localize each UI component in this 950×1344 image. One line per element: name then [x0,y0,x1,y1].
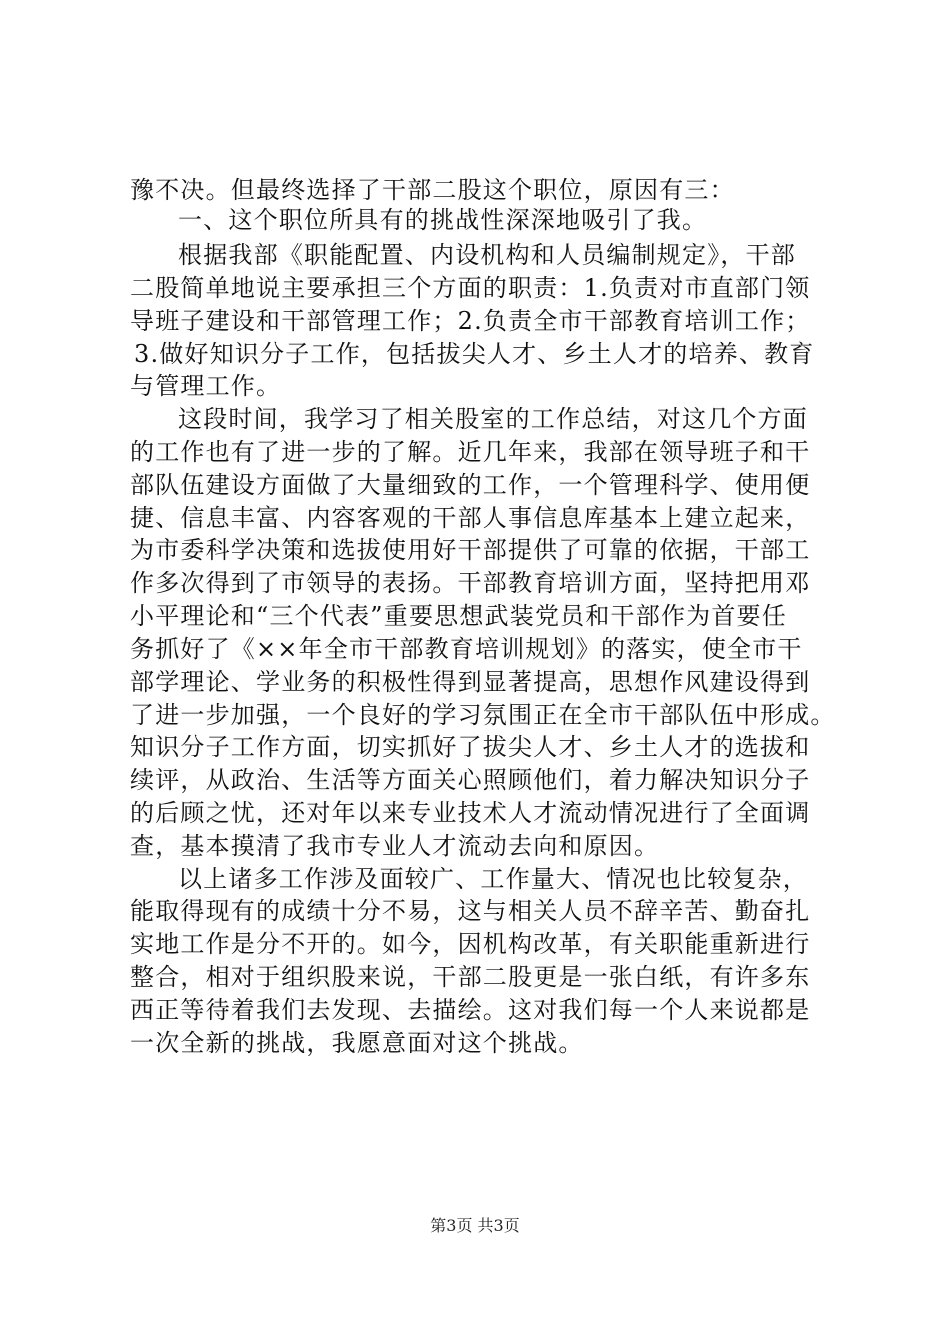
text-line: 3.做好知识分子工作，包括拔尖人才、乡土人才的培养、教育 [134,340,815,368]
text-line: 豫不决。但最终选择了干部二股这个职位，原因有三： [130,176,735,204]
text-line: 部学理论、学业务的积极性得到显著提高，思想作风建设得到 [130,668,811,696]
text-line: 捷、信息丰富、内容客观的干部人事信息库基本上建立起来， [130,504,811,532]
text-line: 小平理论和“三个代表”重要思想武装党员和干部作为首要任 [130,602,787,630]
text-line: 二股简单地说主要承担三个方面的职责：1.负责对市直部门领 [130,274,811,302]
text-line: 务抓好了《××年全市干部教育培训规划》的落实，使全市干 [130,635,803,663]
page-number-footer: 第3页 共3页 [430,1216,520,1235]
text-line: 能取得现有的成绩十分不易，这与相关人员不辞辛苦、勤奋扎 [130,897,811,925]
text-line: 为市委科学决策和选拔使用好干部提供了可靠的依据，干部工 [130,536,811,564]
text-line: 导班子建设和干部管理工作；2.负责全市干部教育培训工作； [130,307,811,335]
text-line: 以上诸多工作涉及面较广、工作量大、情况也比较复杂， [178,865,808,893]
text-line: 知识分子工作方面，切实抓好了拔尖人才、乡土人才的选拔和 [130,733,811,761]
text-line: 一、这个职位所具有的挑战性深深地吸引了我。 [178,206,708,234]
text-line: 实地工作是分不开的。如今，因机构改革，有关职能重新进行 [130,930,811,958]
text-line: 了进一步加强，一个良好的学习氛围正在全市干部队伍中形成。 [130,701,836,729]
text-line: 根据我部《职能配置、内设机构和人员编制规定》，干部 [178,241,796,269]
text-line: 部队伍建设方面做了大量细致的工作，一个管理科学、使用便 [130,471,811,499]
text-line: 作多次得到了市领导的表扬。干部教育培训方面，坚持把用邓 [130,569,811,597]
text-line: 这段时间，我学习了相关股室的工作总结，对这几个方面 [178,405,808,433]
text-line: 一次全新的挑战，我愿意面对这个挑战。 [130,1029,584,1057]
text-line: 西正等待着我们去发现、去描绘。这对我们每一个人来说都是 [130,996,811,1024]
text-line: 查，基本摸清了我市专业人才流动去向和原因。 [130,832,660,860]
text-line: 与管理工作。 [130,372,282,400]
text-line: 整合，相对于组织股来说，干部二股更是一张白纸，有许多东 [130,963,811,991]
text-line: 的工作也有了进一步的了解。近几年来，我部在领导班子和干 [130,438,811,466]
text-line: 的后顾之忧，还对年以来专业技术人才流动情况进行了全面调 [130,799,811,827]
text-line: 续评，从政治、生活等方面关心照顾他们，着力解决知识分子 [130,766,811,794]
